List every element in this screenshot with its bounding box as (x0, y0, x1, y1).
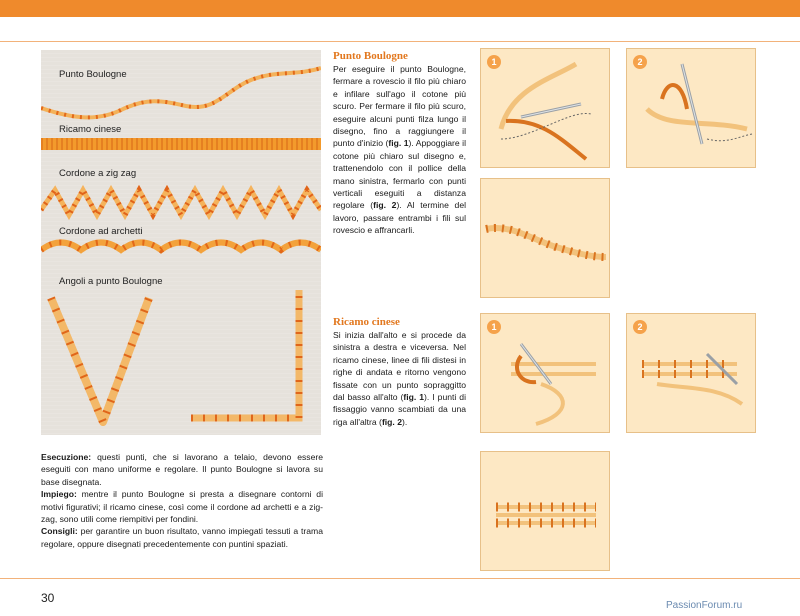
note-esecuzione: Esecuzione: questi punti, che si lavorano a telaio, devono essere eseguiti con mano uniforme e regolare. Il punto Boulogne si lavora su base disegnata. (41, 452, 323, 487)
finished-stitch-illustration (481, 452, 611, 572)
needle-thread-illustration (627, 314, 757, 434)
top-orange-bar (0, 0, 800, 17)
stitch-sample-photo (41, 50, 321, 435)
label-ricamo-cinese: Ricamo cinese (59, 124, 122, 135)
page-number: 30 (41, 591, 55, 605)
section-text-cinese: Si inizia dall'alto e si procede da sinistra a destra e viceversa. Nel ricamo cinese, linee di fili distesi in righe di andata e ritorno vengono fissate con un punto sopraggitto dal basso all'alto (fig. 1). I punti di fissaggio vanno scambiati da una riga all'altra (fig. 2). (333, 330, 466, 427)
needle-thread-illustration (481, 49, 611, 169)
needle-thread-illustration (481, 314, 611, 434)
figure-number-badge: 1 (487, 55, 501, 69)
finished-stitch-illustration (481, 179, 611, 299)
note-consigli: Consigli: per garantire un buon risultato, vanno impiegati tessuti a trama regolare, oppure disegnati precedentemente con puntini spaziati. (41, 526, 323, 549)
section-title-boulogne: Punto Boulogne (333, 50, 408, 62)
section-title-cinese: Ricamo cinese (333, 316, 400, 328)
figure-cinese-1 (480, 313, 610, 433)
figure-number-badge: 2 (633, 320, 647, 334)
figure-cinese-2 (626, 313, 756, 433)
watermark: PassionForum.ru (666, 600, 743, 611)
section-text-boulogne: Per eseguire il punto Boulogne, fermare a rovescio il filo più chiaro e infilare sull'ago il cotone più scuro. Per fermare il filo più scuro, eseguire alcuni punti filza lungo il disegno, fino a raggiungere il punto d'inizio (fig. 1). Appoggiare il cotone più chiaro sul disegno e, trattenendolo con il pollice della mano sinistra, fermarlo con punti verticali eseguiti a distanza regolare (fig. 2). Al termine del lavoro, passare entrambi i fili sul rovescio e affrancarli. (333, 64, 467, 236)
figure-number-badge: 1 (487, 320, 501, 334)
fabric-stitches-drawing (41, 50, 321, 435)
figure-cinese-3 (480, 451, 610, 571)
label-punto-boulogne: Punto Boulogne (59, 69, 127, 80)
figure-number-badge: 2 (633, 55, 647, 69)
note-impiego: Impiego: mentre il punto Boulogne si presta a disegnare contorni di motivi figurativi; il ricamo cinese, così come il cordone ad archetti e a zig-zag, sono utili come riempitivi per fondini. (41, 489, 323, 525)
label-angoli-boulogne: Angoli a punto Boulogne (59, 276, 163, 287)
bottom-divider (0, 578, 800, 579)
label-cordone-archetti: Cordone ad archetti (59, 226, 143, 237)
top-divider (0, 41, 800, 42)
needle-thread-illustration (627, 49, 757, 169)
figure-boulogne-2 (626, 48, 756, 168)
figure-boulogne-3 (480, 178, 610, 298)
notes-block (41, 451, 323, 550)
figure-boulogne-1 (480, 48, 610, 168)
label-cordone-zig-zag: Cordone a zig zag (59, 168, 137, 179)
